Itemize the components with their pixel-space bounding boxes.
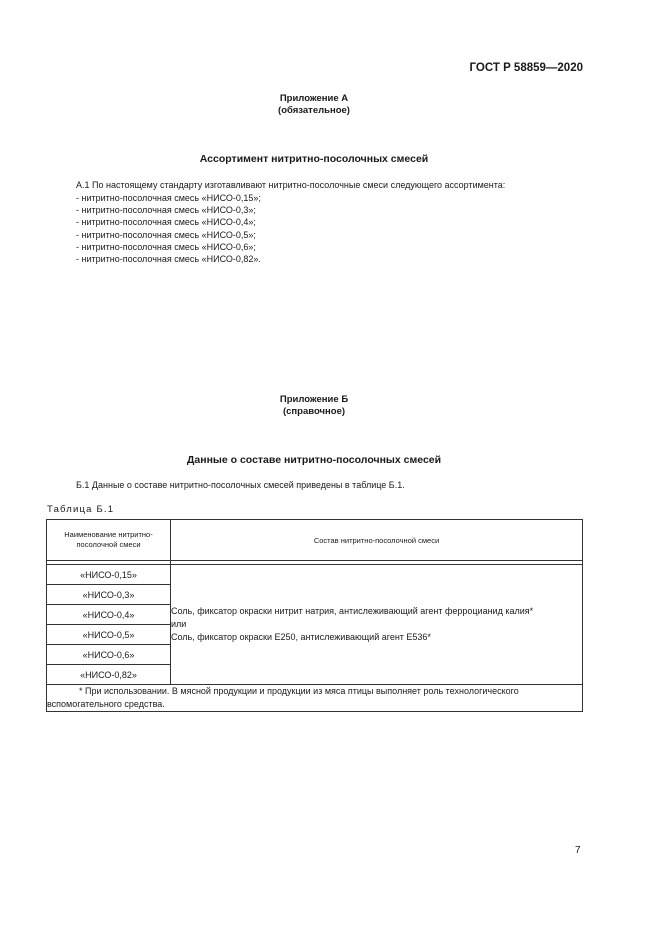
appendix-b-label: Приложение Б <box>279 394 349 405</box>
composition-line-3: Соль, фиксатор окраски Е250, антислеживающий агент Е536* <box>171 632 431 642</box>
composition-line-2: или <box>171 619 187 629</box>
composition-table <box>46 519 583 712</box>
mix-cell: «НИСО-0,82» <box>47 665 171 685</box>
list-item: - нитритно-посолочная смесь «НИСО-0,3»; <box>76 204 261 216</box>
list-item: - нитритно-посолочная смесь «НИСО-0,5»; <box>76 229 261 241</box>
appendix-b-title: Данные о составе нитритно-посолочных смесей <box>186 454 442 466</box>
composition-cell <box>171 565 583 685</box>
table-header-row <box>47 520 583 561</box>
list-item: - нитритно-посолочная смесь «НИСО-0,15»; <box>76 192 261 204</box>
list-item: - нитритно-посолочная смесь «НИСО-0,6»; <box>76 241 261 253</box>
appendix-a-intro: А.1 По настоящему стандарту изготавливают нитритно-посолочные смеси следующего ассортимента: <box>76 180 506 190</box>
appendix-a-title: Ассортимент нитритно-посолочных смесей <box>199 153 429 165</box>
appendix-b-status: (справочное) <box>282 406 346 417</box>
footnote-line-2: вспомогательного средства. <box>47 699 165 709</box>
assortment-list <box>76 192 261 265</box>
appendix-a-label: Приложение А <box>279 93 349 104</box>
page-number: 7 <box>575 845 581 856</box>
table-footnote <box>47 685 583 712</box>
mix-cell: «НИСО-0,3» <box>47 585 171 605</box>
document-code: ГОСТ Р 58859—2020 <box>469 62 583 74</box>
header-mix-name: Наименование нитритно-посолочной смеси <box>47 520 171 561</box>
mix-cell: «НИСО-0,4» <box>47 605 171 625</box>
composition-line-1: Соль, фиксатор окраски нитрит натрия, антислеживающий агент ферроцианид калия* <box>171 606 534 616</box>
table-footnote-row <box>47 685 583 712</box>
mix-cell: «НИСО-0,15» <box>47 565 171 585</box>
table-caption: Таблица Б.1 <box>47 504 115 515</box>
header-composition: Состав нитритно-посолочной смеси <box>171 520 583 561</box>
list-item: - нитритно-посолочная смесь «НИСО-0,4»; <box>76 216 261 228</box>
mix-cell: «НИСО-0,6» <box>47 645 171 665</box>
appendix-b-intro: Б.1 Данные о составе нитритно-посолочных смесей приведены в таблице Б.1. <box>76 480 405 490</box>
appendix-a-status: (обязательное) <box>278 105 350 116</box>
footnote-line-1: * При использовании. В мясной продукции и продукции из мяса птицы выполняет роль технологического <box>79 686 519 696</box>
table-row <box>47 565 583 585</box>
list-item: - нитритно-посолочная смесь «НИСО-0,82». <box>76 253 261 265</box>
mix-cell: «НИСО-0,5» <box>47 625 171 645</box>
